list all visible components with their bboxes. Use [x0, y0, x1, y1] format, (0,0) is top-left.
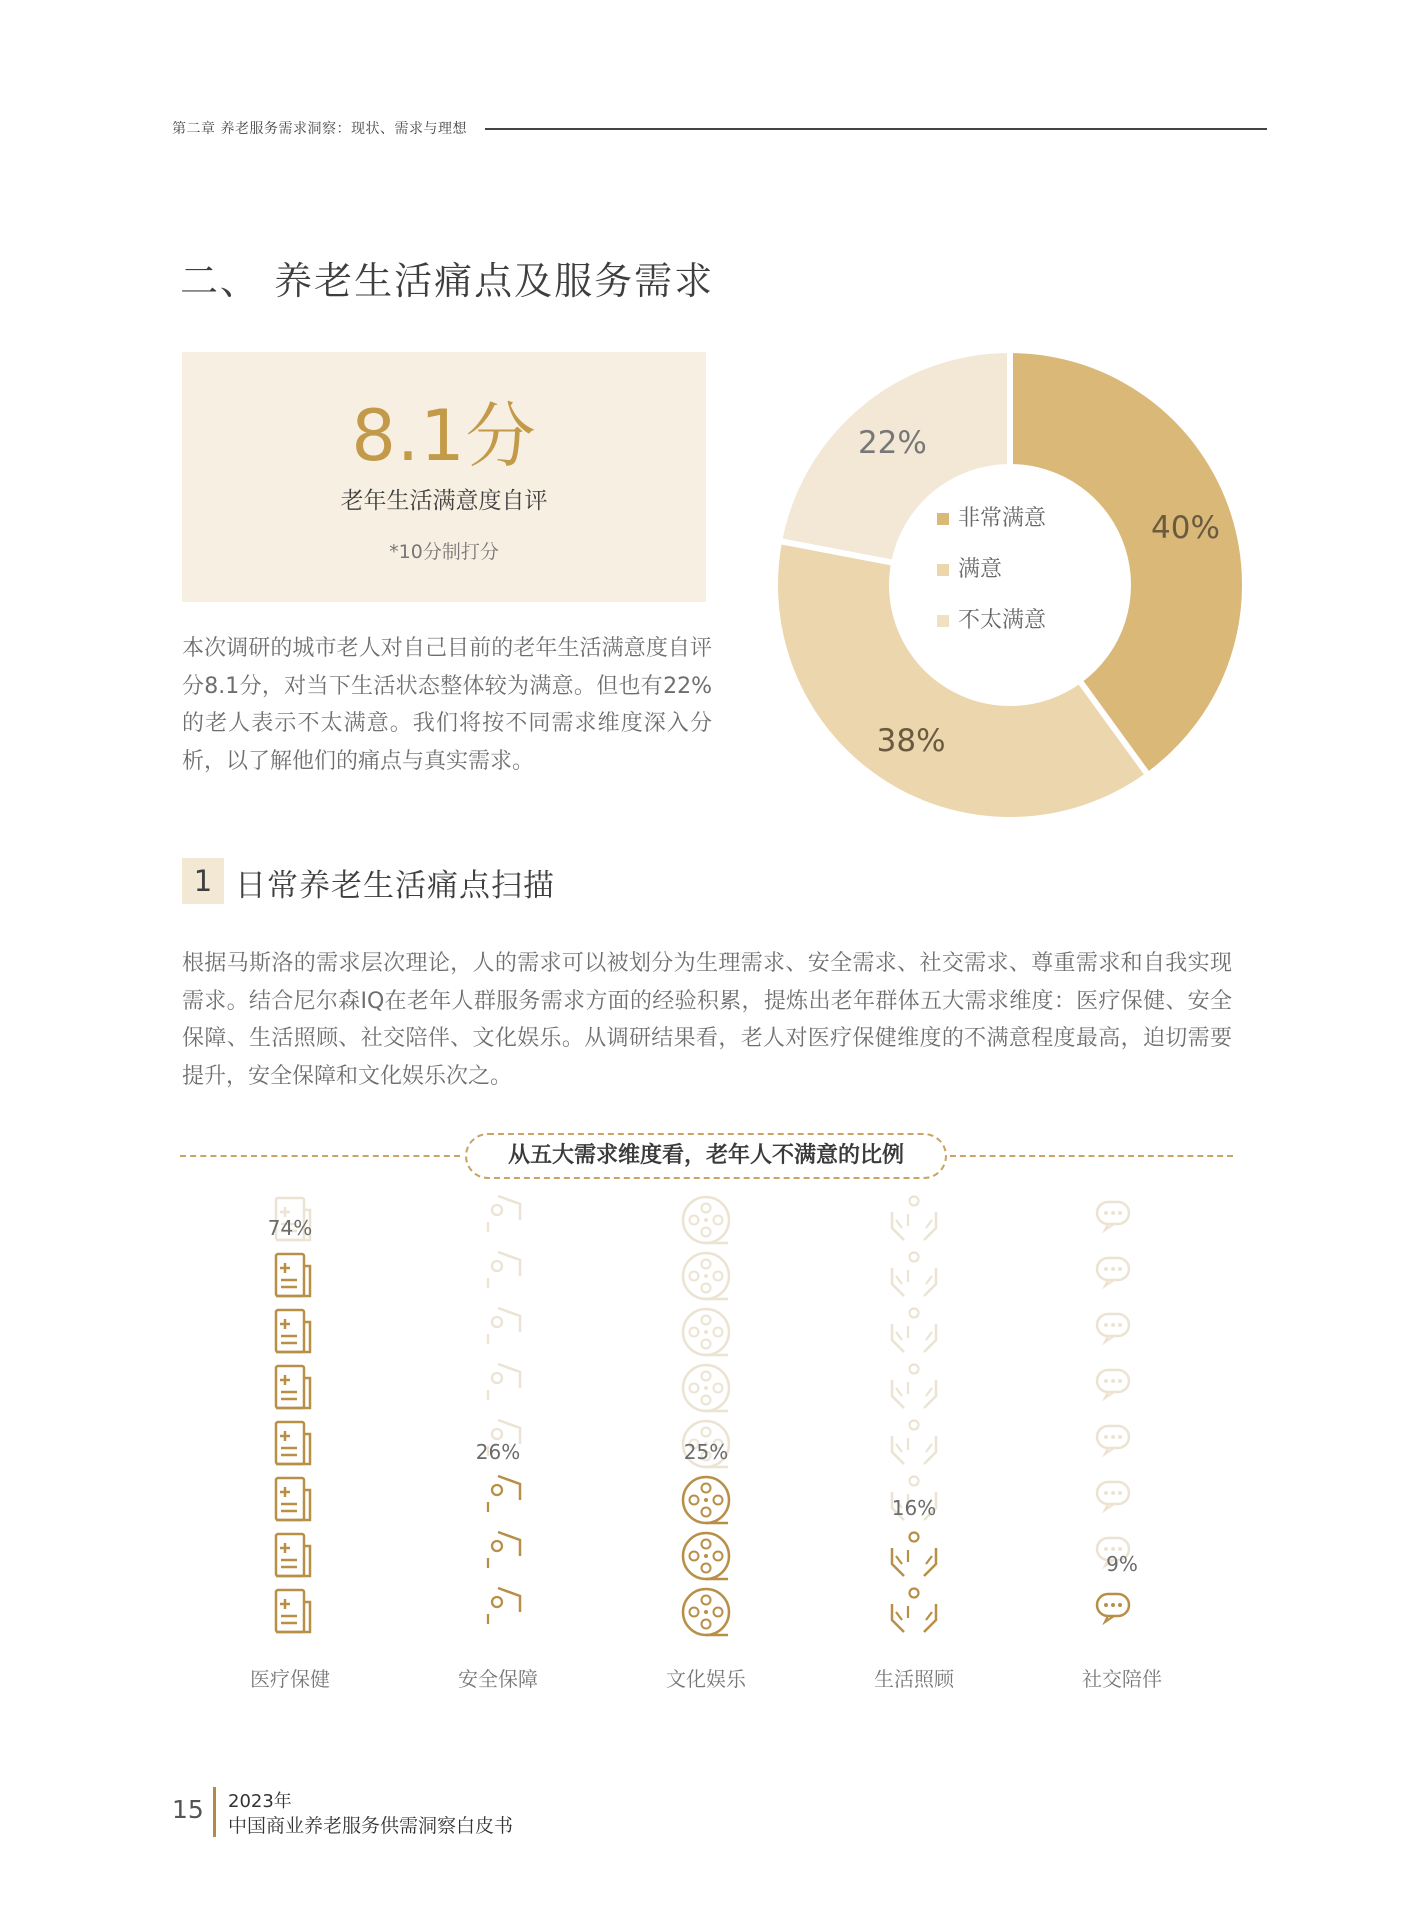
body-paragraph: 根据马斯洛的需求层次理论，人的需求可以被划分为生理需求、安全需求、社交需求、尊重需求和自我实现需求。结合尼尔森IQ在老年人群服务需求方面的经验积累，提炼出老年群体五大需求维度：医疗保健、安全保障、生活照顾、社交陪伴、文化娱乐。从调研结果看，老人对医疗保健维度的不满意程度最高，迫切需要提升，安全保障和文化娱乐次之。 [182, 951, 1232, 1089]
medical-record-icon [260, 1248, 320, 1304]
care-hands-icon [884, 1528, 944, 1584]
pictogram-column-5 [1052, 1215, 1192, 1691]
film-reel-icon [676, 1528, 736, 1584]
chat-bubbles-icon [1092, 1584, 1152, 1640]
pictogram-category-label: 文化娱乐 [666, 1667, 746, 1691]
film-reel-icon [676, 1192, 736, 1248]
shield-person-icon [468, 1360, 528, 1416]
pictogram-category-label: 生活照顾 [874, 1667, 954, 1691]
pictogram-category-label: 安全保障 [458, 1667, 538, 1691]
pictogram-value-label: 16% [891, 1496, 937, 1520]
pictogram-category-label: 医疗保健 [250, 1667, 330, 1691]
chat-bubbles-icon [1092, 1472, 1152, 1528]
legend-label-2: 满意 [958, 557, 1003, 582]
chat-bubbles-icon [1092, 1192, 1152, 1248]
shield-person-icon [468, 1584, 528, 1640]
header-rule [485, 128, 1267, 130]
banner-dash-left [180, 1155, 460, 1157]
legend-swatch-2 [937, 564, 949, 576]
comparison-title: 从五大需求维度看，老年人不满意的比例 [465, 1133, 947, 1179]
pictogram-column-3 [636, 1215, 776, 1691]
pictogram-column-4 [844, 1215, 984, 1691]
care-hands-icon [884, 1192, 944, 1248]
donut-label-2: 38% [876, 722, 946, 759]
section-title: 二、 养老生活痛点及服务需求 [180, 259, 715, 303]
pictogram-value-label: 9% [1106, 1552, 1138, 1576]
film-reel-icon [676, 1248, 736, 1304]
donut-label-3: 22% [857, 424, 927, 461]
intro-paragraph: 本次调研的城市老人对自己目前的老年生活满意度自评分8.1分，对当下生活状态整体较为满意。但也有22%的老人表示不太满意。我们将按不同需求维度深入分析，以了解他们的痛点与真实需求。 [182, 636, 712, 774]
care-hands-icon [884, 1248, 944, 1304]
legend-swatch-1 [937, 513, 949, 525]
care-hands-icon [884, 1304, 944, 1360]
film-reel-icon [676, 1304, 736, 1360]
subsection-number: 1 [182, 858, 224, 904]
shield-person-icon [468, 1304, 528, 1360]
medical-record-icon [260, 1416, 320, 1472]
care-hands-icon [884, 1360, 944, 1416]
footer-year: 2023年 [228, 1791, 292, 1812]
score-note: *10分制打分 [389, 541, 499, 563]
donut-label-1: 40% [1151, 509, 1220, 546]
medical-record-icon [260, 1304, 320, 1360]
shield-person-icon [468, 1472, 528, 1528]
medical-record-icon [260, 1528, 320, 1584]
film-reel-icon [676, 1360, 736, 1416]
pictogram-column-1 [220, 1215, 360, 1691]
page-number: 15 [172, 1795, 204, 1824]
chat-bubbles-icon [1092, 1248, 1152, 1304]
chat-bubbles-icon [1092, 1304, 1152, 1360]
medical-record-icon [260, 1360, 320, 1416]
pictogram-column-2 [428, 1215, 568, 1691]
footer-accent-bar [213, 1787, 216, 1837]
subsection-title: 日常养老生活痛点扫描 [235, 868, 555, 904]
pictogram-category-label: 社交陪伴 [1082, 1667, 1162, 1691]
legend-label-3: 不太满意 [958, 608, 1047, 633]
film-reel-icon [676, 1584, 736, 1640]
pictogram-value-label: 26% [475, 1440, 521, 1464]
medical-record-icon [260, 1584, 320, 1640]
care-hands-icon [884, 1416, 944, 1472]
score-label: 老年生活满意度自评 [340, 488, 548, 514]
legend-swatch-3 [937, 615, 949, 627]
shield-person-icon [468, 1192, 528, 1248]
score-value: 8.1分 [351, 395, 537, 477]
chapter-header: 第二章 养老服务需求洞察：现状、需求与理想 [172, 121, 467, 137]
score-box [182, 352, 706, 602]
shield-person-icon [468, 1248, 528, 1304]
banner-dash-right [950, 1155, 1233, 1157]
film-reel-icon [676, 1472, 736, 1528]
care-hands-icon [884, 1584, 944, 1640]
medical-record-icon [260, 1472, 320, 1528]
pictogram-value-label: 25% [683, 1440, 729, 1464]
chat-bubbles-icon [1092, 1416, 1152, 1472]
pictogram-value-label: 74% [267, 1216, 313, 1240]
footer-title: 中国商业养老服务供需洞察白皮书 [228, 1815, 514, 1837]
satisfaction-donut-chart [760, 335, 1260, 835]
shield-person-icon [468, 1528, 528, 1584]
legend-label-1: 非常满意 [958, 506, 1047, 531]
chat-bubbles-icon [1092, 1360, 1152, 1416]
